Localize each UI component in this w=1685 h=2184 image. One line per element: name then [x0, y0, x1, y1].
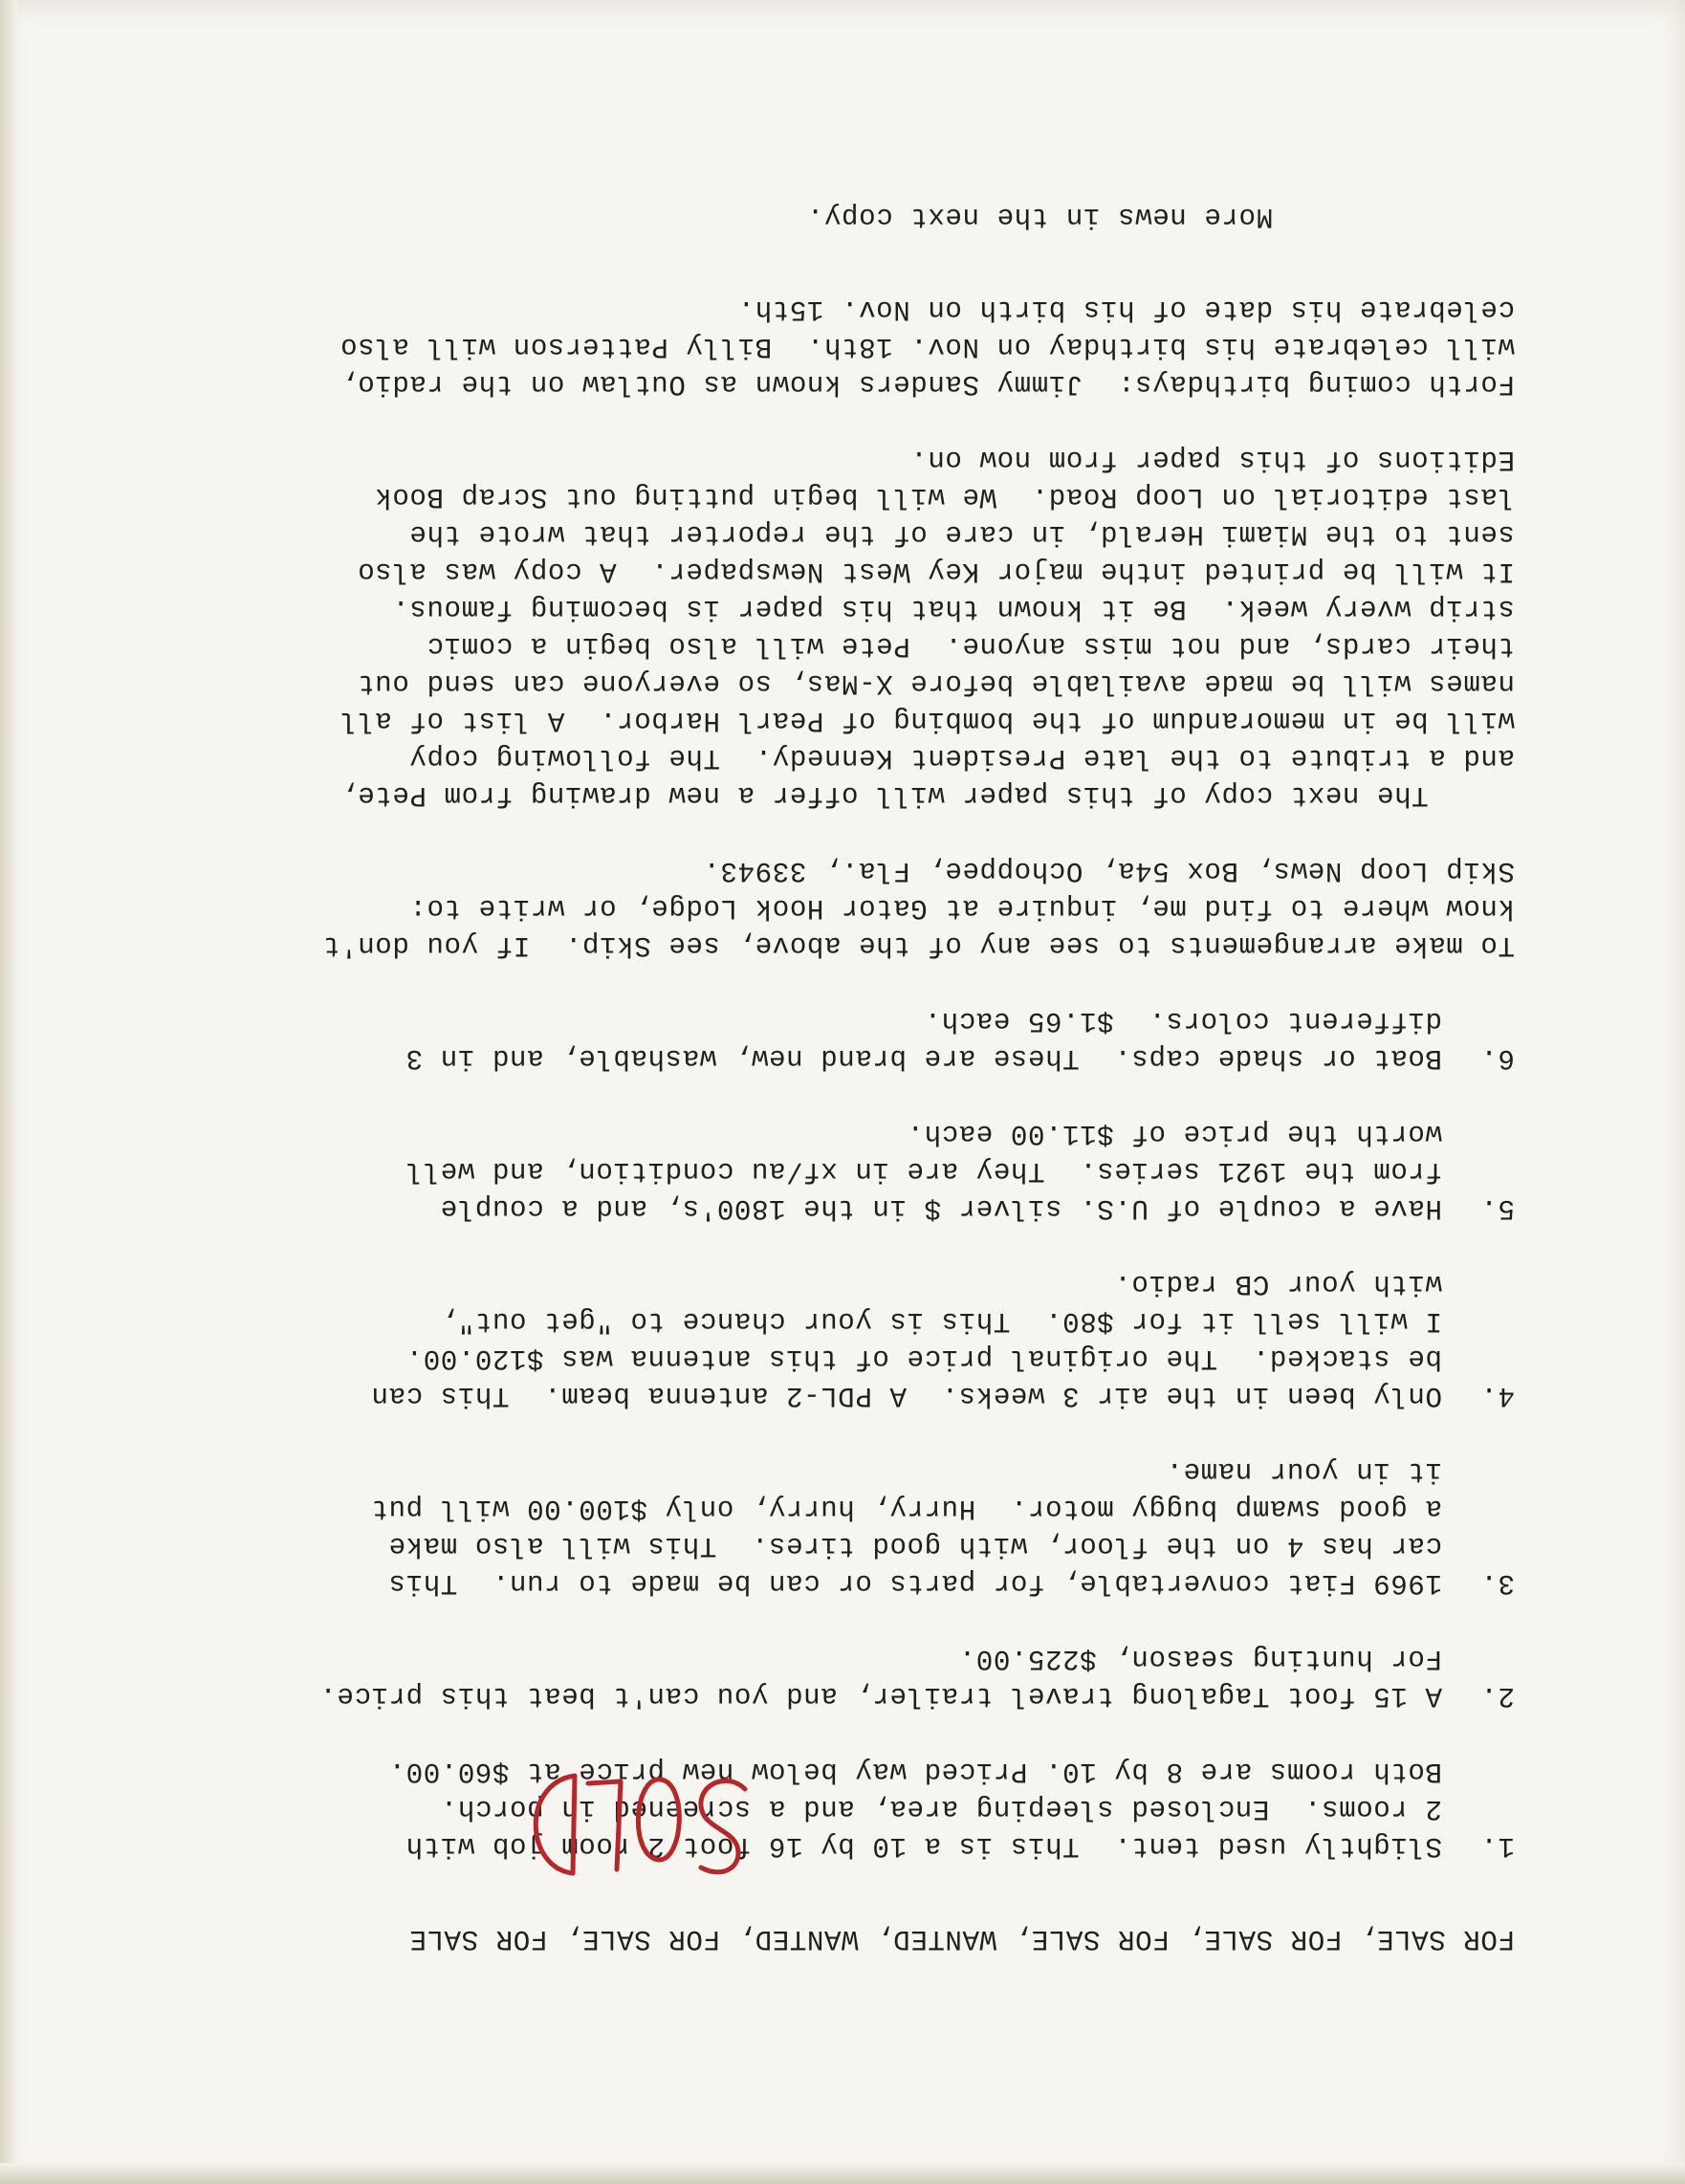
arrangements-paragraph: [147, 852, 1515, 964]
item-line: Only been in the air 3 weeks. A PDL-2 antenna beam. This can: [370, 1380, 1442, 1411]
item-line: worth the price of $11.00 each.: [906, 1118, 1442, 1149]
paragraph-line: know where to find me, inquire at Gator Hook Lodge, or write to:: [408, 892, 1515, 924]
typewritten-text: [147, 198, 1515, 1957]
item-number: 5.: [1479, 1192, 1515, 1224]
item-line: Slightly used tent. This is a 10 by 16 foot 2 room job with: [405, 1830, 1442, 1862]
item-line: it in your name.: [1165, 1455, 1442, 1487]
paragraph-line: will celebrate his birthday on Nov. 18th. Billy Patterson will also: [339, 331, 1515, 362]
next-copy-paragraph: [147, 441, 1515, 814]
sale-item-2: [147, 1640, 1515, 1714]
item-number: 2.: [1479, 1680, 1515, 1712]
sale-item-3: [147, 1452, 1515, 1602]
item-number: 1.: [1479, 1830, 1515, 1862]
item-number: 6.: [1479, 1042, 1515, 1074]
closing-line: More news in the next copy.: [806, 201, 1515, 232]
item-number: 4.: [1479, 1380, 1515, 1411]
paragraph-line: sent to the Miami Herald, in care of the reporter that wrote the: [408, 518, 1515, 550]
sale-item-6: [147, 1002, 1515, 1077]
item-line: A 15 foot Tagalong travel trailer, and you can't beat this price.: [318, 1680, 1442, 1712]
paragraph-line: will be in memorandum of the bombing of Pearl Harbor. A list of all: [339, 705, 1515, 736]
paragraph-line: strip wvery week. Be it known that his paper is becoming famous.: [391, 593, 1515, 624]
paragraph-line: their cards, and not miss anyone. Pete will also begin a comic: [426, 630, 1515, 662]
item-line: I will sell it for $80. This is your chance to "get out",: [440, 1305, 1442, 1337]
paragraph-line: Editions of this paper from now on.: [909, 444, 1515, 475]
item-line: from the 1921 series. They are in xf/au condition, and well: [405, 1155, 1442, 1187]
item-line: For hunting season, $225.00.: [958, 1643, 1442, 1674]
paragraph-line: It will be printed inthe major Key West Newspaper. A copy was also: [357, 556, 1515, 587]
paragraph-line: Forth coming birthdays: Jimmy Sanders known as Outlaw on the radio,: [339, 368, 1515, 400]
item-line: be stacked. The original price of this antenna was $120.00.: [405, 1343, 1442, 1374]
paragraph-line: To make arrangements to see any of the above, see Skip. If you don't: [322, 929, 1515, 961]
paragraph-line: celebrate his date of his birth on Nov. 15th.: [737, 294, 1515, 325]
item-number: 3.: [1479, 1567, 1515, 1599]
item-line: Both rooms are 8 by 10. Priced way below new price at $60.00.: [388, 1756, 1442, 1787]
paragraph-line: names will be made available before X-Mas, so everyone can send out: [357, 667, 1515, 699]
paragraph-line: The next copy of this paper will offer a new drawing from Pete,: [339, 779, 1515, 811]
item-line: with your CB radio.: [1113, 1268, 1442, 1299]
handwritten-sold-mark: [531, 1755, 751, 1889]
item-line: 2 rooms. Enclosed sleeping area, and a screened in porch.: [440, 1793, 1442, 1824]
sale-item-5: [147, 1115, 1515, 1227]
item-line: different colors. $1.65 each.: [924, 1005, 1442, 1037]
birthdays-paragraph: [147, 291, 1515, 403]
item-line: a good swamp buggy motor. Hurry, hurry, only $100.00 will put: [370, 1493, 1442, 1524]
sold-ink-strokes: [531, 1755, 751, 1889]
item-line: Have a couple of U.S. silver $ in the 1800's, and a couple: [440, 1192, 1442, 1224]
item-line: Boat or shade caps. These are brand new, washable, and in 3: [405, 1042, 1442, 1074]
page-heading: FOR SALE, FOR SALE, FOR SALE, WANTED, WANTED, FOR SALE, FOR SALE: [408, 1923, 1515, 1955]
sale-item-1: [147, 1753, 1515, 1865]
paragraph-line: and a tribute to the late President Kennedy. The following copy: [408, 742, 1515, 774]
sale-item-4: [147, 1265, 1515, 1414]
item-line: car has 4 on the floor, with good tires. This will also make: [388, 1530, 1442, 1562]
item-line: 1969 Fiat convertable, for parts or can be made to run. This: [388, 1567, 1442, 1599]
paragraph-line: last editorial on Loop Road. We will begin putting out Scrap Book: [374, 481, 1515, 513]
paragraph-line: Skip Loop News, Box 54a, Ochoppee, Fla., 33943.: [702, 855, 1515, 886]
